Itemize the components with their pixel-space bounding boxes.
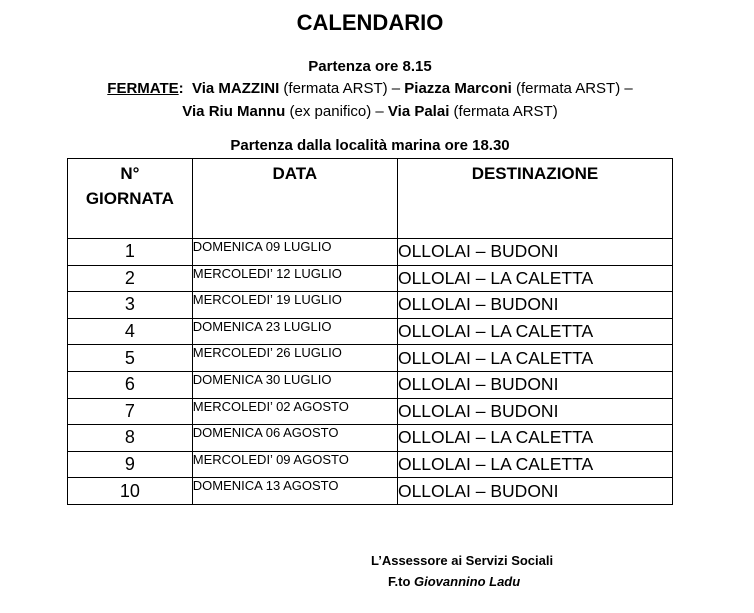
row-num: 5 <box>68 345 193 372</box>
row-num: 1 <box>68 239 193 266</box>
row-date: MERCOLEDI’ 09 AGOSTO <box>192 451 397 478</box>
stop-3-name: Via Riu Mannu <box>182 103 286 120</box>
table-row <box>68 318 673 345</box>
row-destination: OLLOLAI – LA CALETTA <box>397 265 672 292</box>
row-num: 6 <box>68 371 193 398</box>
stops-label: FERMATE <box>107 80 179 97</box>
stops-colon: : <box>178 80 184 97</box>
stop-2-name: Piazza Marconi <box>404 80 512 97</box>
row-destination: OLLOLAI – BUDONI <box>397 239 672 266</box>
signature-role: L’Assessore ai Servizi Sociali <box>371 553 554 568</box>
header-num <box>68 159 193 239</box>
row-destination: OLLOLAI – BUDONI <box>397 478 672 505</box>
row-date: DOMENICA 06 AGOSTO <box>192 425 397 452</box>
stop-separator: – <box>375 103 384 120</box>
row-date: MERCOLEDI’ 26 LUGLIO <box>192 345 397 372</box>
stop-separator: – <box>391 80 401 97</box>
stop-1-note: (fermata ARST) <box>283 80 388 97</box>
table-row <box>68 478 673 505</box>
table-row <box>68 398 673 425</box>
stop-3-note: (ex panifico) <box>289 103 372 120</box>
row-destination: OLLOLAI – LA CALETTA <box>397 425 672 452</box>
signature-line <box>388 574 520 589</box>
row-date: MERCOLEDI’ 02 AGOSTO <box>192 398 397 425</box>
row-destination: OLLOLAI – LA CALETTA <box>397 318 672 345</box>
table-row <box>68 371 673 398</box>
row-destination: OLLOLAI – BUDONI <box>397 398 672 425</box>
stops-line-1 <box>0 80 740 97</box>
stop-separator: – <box>624 80 633 97</box>
row-num: 2 <box>68 265 193 292</box>
row-num: 8 <box>68 425 193 452</box>
row-num: 9 <box>68 451 193 478</box>
header-date: DATA <box>192 159 397 239</box>
return-departure: Partenza dalla località marina ore 18.30 <box>230 137 510 154</box>
table-row <box>68 239 673 266</box>
stop-4-note: (fermata ARST) <box>453 103 558 120</box>
table-row <box>68 292 673 319</box>
stops-line-2 <box>0 103 740 120</box>
table-row <box>68 265 673 292</box>
stop-1-name: Via MAZZINI <box>192 80 280 97</box>
row-num: 10 <box>68 478 193 505</box>
header-num-line2: GIORNATA <box>85 189 174 208</box>
row-date: DOMENICA 13 AGOSTO <box>192 478 397 505</box>
row-date: DOMENICA 09 LUGLIO <box>192 239 397 266</box>
row-destination: OLLOLAI – LA CALETTA <box>397 451 672 478</box>
table-row <box>68 345 673 372</box>
page-title: CALENDARIO <box>296 10 444 35</box>
header-destination: DESTINAZIONE <box>397 159 672 239</box>
signature-prefix: F.to <box>388 574 411 589</box>
table-row <box>68 451 673 478</box>
row-date: MERCOLEDI’ 12 LUGLIO <box>192 265 397 292</box>
signature-name: Giovannino Ladu <box>414 574 521 589</box>
row-num: 7 <box>68 398 193 425</box>
stop-4-name: Via Palai <box>387 103 450 120</box>
row-destination: OLLOLAI – LA CALETTA <box>397 345 672 372</box>
row-destination: OLLOLAI – BUDONI <box>397 292 672 319</box>
row-num: 4 <box>68 318 193 345</box>
row-date: MERCOLEDI’ 19 LUGLIO <box>192 292 397 319</box>
table-row <box>68 425 673 452</box>
row-date: DOMENICA 23 LUGLIO <box>192 318 397 345</box>
header-num-line1: N° <box>120 164 140 183</box>
row-date: DOMENICA 30 LUGLIO <box>192 371 397 398</box>
row-num: 3 <box>68 292 193 319</box>
row-destination: OLLOLAI – BUDONI <box>397 371 672 398</box>
departure-time: Partenza ore 8.15 <box>308 58 432 75</box>
table-header-row <box>68 159 673 239</box>
calendar-table <box>67 158 673 505</box>
stop-2-note: (fermata ARST) <box>516 80 621 97</box>
